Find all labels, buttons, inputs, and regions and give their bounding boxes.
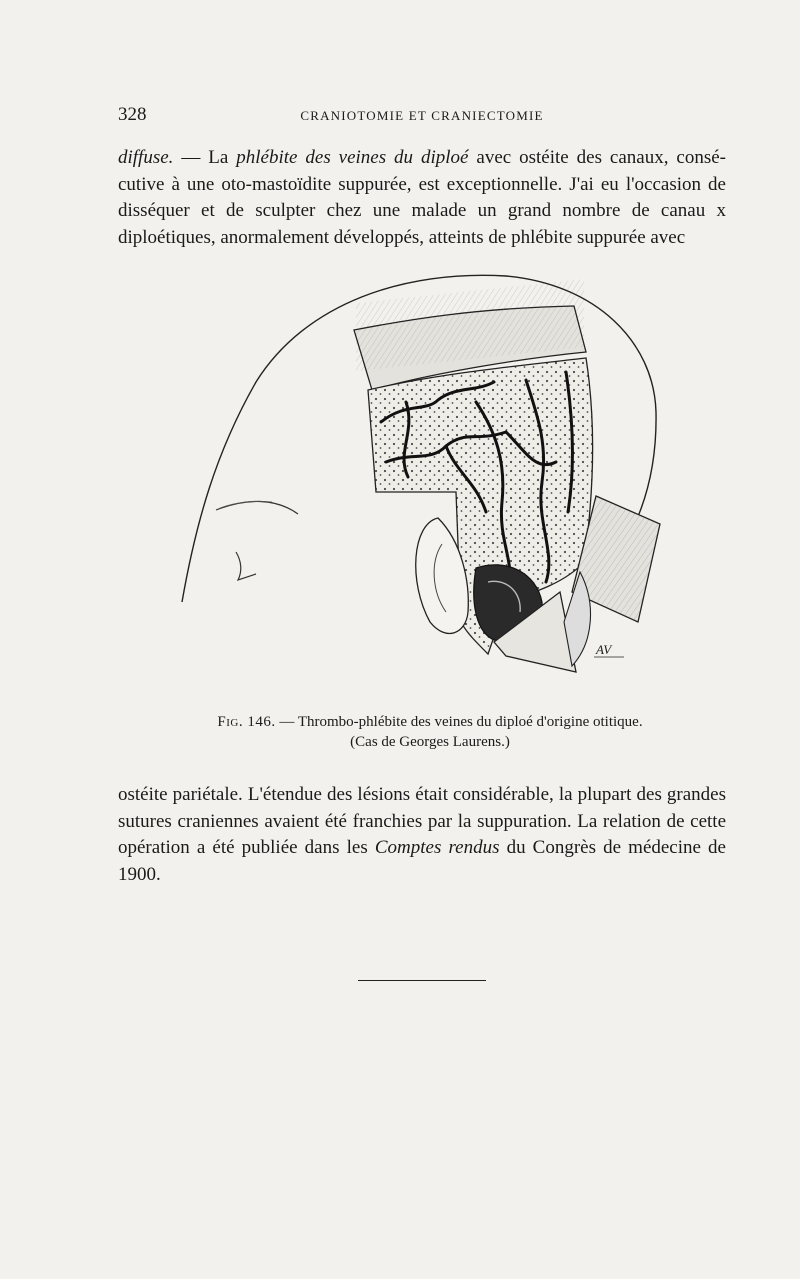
caption-label: Fig. 146.	[217, 714, 276, 730]
page-number: 328	[118, 104, 147, 125]
caption-text: — Thrombo-phlébite des veines du diploé d'origine otitique.	[275, 714, 643, 730]
italic-phlebite: phlébite des veines du diploé	[236, 147, 469, 168]
paragraph-top-rest: avec ostéite des canaux, consé-cutive à une oto-mastoïdite suppurée, est exceptionnelle. J'ai eu l'occasion de disséquer et de sculpter chez une malade un grand nombre de canau x diploétiques, anormalement développés, atteints de phlébite suppurée avec	[118, 147, 726, 248]
caption-line-2: (Cas de Georges Laurens.)	[350, 734, 510, 750]
figure-caption	[170, 712, 690, 752]
caption-line-1	[170, 712, 690, 732]
paragraph-bottom	[118, 782, 726, 888]
artist-signature: AV	[596, 642, 612, 657]
skull-dissection-drawing	[176, 262, 666, 692]
running-head	[118, 104, 726, 128]
italic-diffuse: diffuse.	[118, 147, 174, 168]
paragraph-top	[118, 145, 726, 251]
paragraph-top-dash: — La	[173, 147, 237, 168]
section-end-rule	[358, 980, 486, 981]
figure-illustration	[176, 262, 666, 692]
paragraph-bottom-text-b: du Congrès de médecine de 1900.	[118, 837, 726, 885]
italic-comptes-rendus: Comptes rendus	[374, 837, 500, 858]
running-title: CRANIOTOMIE ET CRANIECTOMIE	[300, 108, 544, 123]
paragraph-bottom-text-a: ostéite pariétale. L'étendue des lésions était considérable, la plupart des grandes sutures craniennes avaient été franchies par la suppuration. La relation de cette opération a été publiée dans les	[118, 784, 726, 858]
